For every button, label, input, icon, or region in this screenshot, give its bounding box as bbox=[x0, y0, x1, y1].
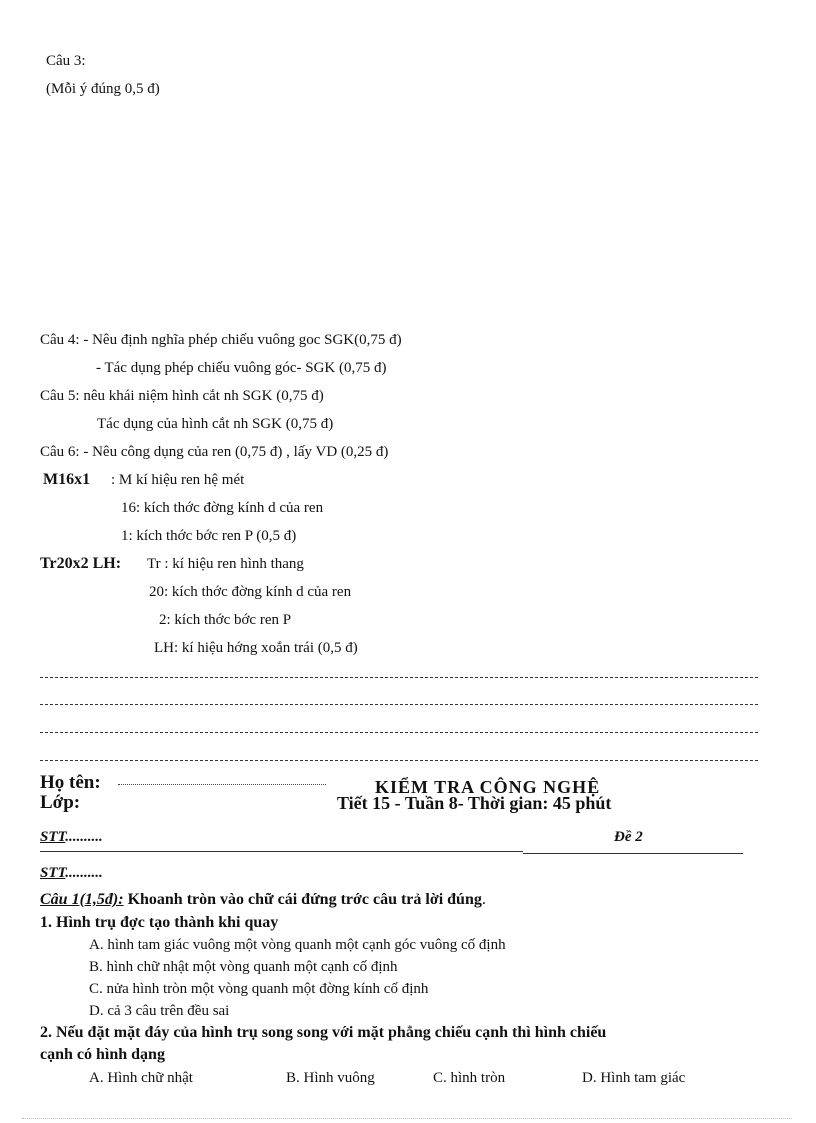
question1-header bbox=[40, 891, 486, 909]
q1-option-a[interactable]: A. hình tam giác vuông một vòng quanh một cạnh góc vuông cố định bbox=[89, 937, 506, 953]
exam-subtitle: Tiết 15 - Tuần 8- Thời gian: 45 phút bbox=[337, 793, 612, 813]
m16-line2: 16: kích thớc đờng kính d của ren bbox=[121, 500, 324, 516]
tr-line1: Tr : kí hiệu ren hình thang bbox=[147, 556, 304, 572]
cau3-title: Câu 3: bbox=[46, 53, 86, 69]
dashed-divider bbox=[40, 732, 758, 733]
stt-row-1 bbox=[40, 828, 103, 846]
q1-option-b[interactable]: B. hình chữ nhật một vòng quanh một cạnh cố định bbox=[89, 959, 398, 975]
m16-line1: : M kí hiệu ren hệ mét bbox=[111, 472, 245, 488]
name-label: Họ tên: bbox=[40, 772, 101, 793]
tr-line4: LH: kí hiệu hớng xoắn trái (0,5 đ) bbox=[154, 640, 358, 656]
dashed-divider bbox=[40, 704, 758, 705]
class-label: Lớp: bbox=[40, 792, 81, 813]
q2-option-c[interactable]: C. hình tròn bbox=[433, 1070, 506, 1086]
q1-option-d[interactable]: D. cả 3 câu trên đều sai bbox=[89, 1003, 230, 1019]
question1-instruction-end: . bbox=[481, 891, 486, 908]
cau5-line2: Tác dụng của hình cắt nh SGK (0,75 đ) bbox=[97, 416, 334, 432]
stt-dots: .......... bbox=[65, 829, 103, 845]
q2-option-b[interactable]: B. Hình vuông bbox=[286, 1070, 375, 1086]
question1-instruction: Khoanh tròn vào chữ cái đứng trớc câu trả lời đúng bbox=[127, 891, 482, 908]
dashed-divider bbox=[40, 760, 758, 761]
horizontal-rule bbox=[523, 853, 743, 854]
page-edge bbox=[22, 1118, 792, 1119]
exam-version: Đề 2 bbox=[614, 829, 643, 845]
exam-title: KIỂM TRA CÔNG NGHỆ bbox=[375, 777, 601, 797]
stt-row-2 bbox=[40, 864, 103, 882]
cau5-line1: Câu 5: nêu khái niệm hình cắt nh SGK (0,75 đ) bbox=[40, 388, 324, 404]
m16-code: M16x1 bbox=[43, 471, 91, 488]
cau4-line1: Câu 4: - Nêu định nghĩa phép chiếu vuông goc SGK(0,75 đ) bbox=[40, 332, 402, 348]
dashed-divider bbox=[40, 677, 758, 678]
q2-stem-line2: cạnh có hình dạng bbox=[40, 1046, 165, 1063]
q1-stem: 1. Hình trụ đợc tạo thành khi quay bbox=[40, 914, 279, 931]
stt-label: STT bbox=[40, 865, 66, 881]
question1-label: Câu 1(1,5đ): bbox=[40, 891, 124, 908]
tr-code: Tr20x2 LH: bbox=[40, 555, 122, 572]
cau6-line1: Câu 6: - Nêu công dụng của ren (0,75 đ) , lấy VD (0,25 đ) bbox=[40, 444, 389, 460]
cau4-line2: - Tác dụng phép chiếu vuông góc- SGK (0,75 đ) bbox=[96, 360, 387, 376]
q2-option-d[interactable]: D. Hình tam giác bbox=[582, 1070, 686, 1086]
tr-line3: 2: kích thớc bớc ren P bbox=[159, 612, 292, 628]
tr-line2: 20: kích thớc đờng kính d của ren bbox=[149, 584, 352, 600]
stt-dots: .......... bbox=[65, 865, 103, 881]
q2-option-a[interactable]: A. Hình chữ nhật bbox=[89, 1070, 193, 1086]
q1-option-c[interactable]: C. nửa hình tròn một vòng quanh một đờng kính cố định bbox=[89, 981, 429, 997]
stt-label: STT bbox=[40, 829, 66, 845]
m16-line3: 1: kích thớc bớc ren P (0,5 đ) bbox=[121, 528, 297, 544]
cau3-note: (Mỗi ý đúng 0,5 đ) bbox=[46, 81, 160, 97]
horizontal-rule bbox=[40, 851, 523, 852]
name-field[interactable] bbox=[118, 784, 326, 785]
q2-stem-line1: 2. Nếu đặt mặt đáy của hình trụ song song với mặt phẳng chiếu cạnh thì hình chiếu bbox=[40, 1024, 607, 1041]
